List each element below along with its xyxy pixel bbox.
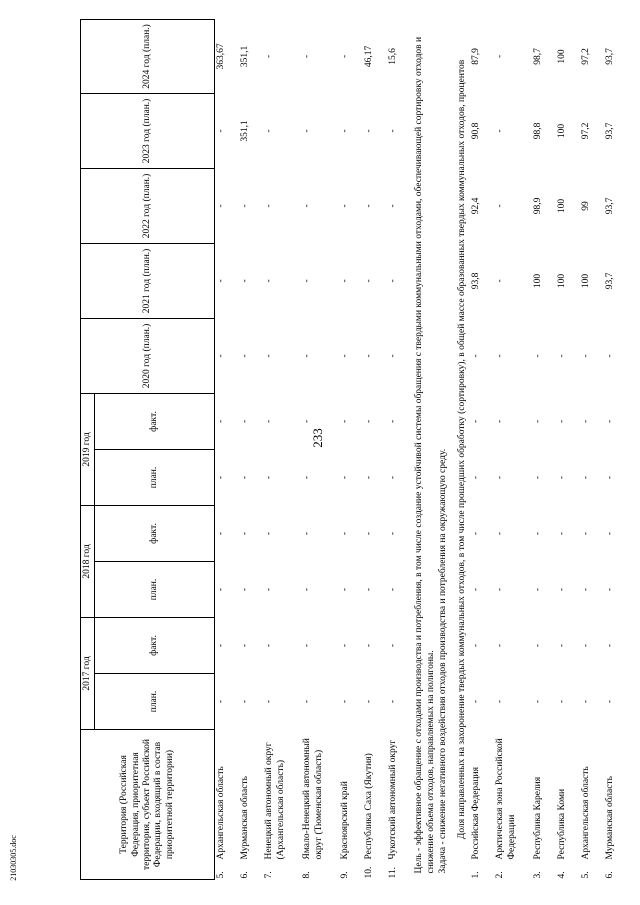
table-section-b bbox=[470, 19, 628, 879]
value-cell: 93,7 bbox=[605, 272, 616, 290]
value-cell: - bbox=[495, 643, 506, 648]
value-cell: - bbox=[471, 475, 482, 480]
value-cell: - bbox=[388, 419, 399, 424]
forecast-header-2023: 2023 год (план.) bbox=[81, 93, 215, 168]
row-number: 10. bbox=[364, 866, 375, 879]
value-cell: - bbox=[264, 699, 275, 704]
value-cell: - bbox=[216, 204, 227, 208]
value-cell: - bbox=[557, 699, 568, 704]
value-cell: - bbox=[264, 531, 275, 536]
indicator-title: Доля направленных на захоронение твердых коммунальных отходов, в том числе прошедших обработку (сортировку), в общей массе образованных твердых коммунальных отходов, процентов bbox=[457, 59, 468, 840]
value-cell: - bbox=[340, 54, 351, 59]
document-code: 21030305.doc bbox=[9, 835, 18, 881]
value-cell: - bbox=[557, 475, 568, 480]
table-row bbox=[494, 19, 532, 879]
row-number: 5. bbox=[216, 871, 227, 879]
table-row bbox=[215, 19, 240, 879]
value-cell: 363,67 bbox=[216, 43, 227, 70]
row-number: 11. bbox=[388, 866, 399, 879]
forecast-header-2024: 2024 год (план.) bbox=[81, 19, 215, 93]
row-number: 6. bbox=[240, 871, 251, 879]
goal-statement: Цель - эффективное обращение с отходами производства и потребления, в том числе создание устойчивой системы обращения с твердыми коммунальными отходами, обеспечивающей сортировку отходов и снижение объема отходов, направляемых на полигоны. bbox=[414, 36, 437, 874]
territory-name: Арктическая зона Российской Федерации bbox=[495, 738, 517, 860]
fact-subheader: факт. bbox=[95, 393, 215, 449]
territory-name: Архангельская область bbox=[581, 766, 592, 860]
value-cell: - bbox=[533, 419, 544, 424]
value-cell: 97,2 bbox=[581, 122, 592, 140]
value-cell: - bbox=[340, 129, 351, 133]
value-cell: 100 bbox=[581, 273, 592, 289]
value-cell: 98,7 bbox=[533, 48, 544, 65]
forecast-header-2022: 2022 год (план.) bbox=[81, 168, 215, 243]
value-cell: - bbox=[495, 699, 506, 704]
value-cell: - bbox=[240, 587, 251, 592]
value-cell: - bbox=[264, 643, 275, 648]
value-cell: - bbox=[264, 354, 275, 358]
value-cell: - bbox=[364, 204, 375, 208]
value-cell: - bbox=[495, 587, 506, 592]
value-cell: - bbox=[364, 354, 375, 358]
territory-name: Архангельская область bbox=[216, 766, 227, 860]
value-cell: - bbox=[216, 419, 227, 424]
territory-name: Республика Саха (Якутия) bbox=[364, 753, 375, 860]
value-cell: - bbox=[557, 531, 568, 536]
value-cell: - bbox=[340, 354, 351, 358]
forecast-header-2020: 2020 год (план.) bbox=[81, 318, 215, 393]
value-cell: - bbox=[495, 354, 506, 358]
value-cell: - bbox=[471, 419, 482, 424]
value-cell: 98,8 bbox=[533, 122, 544, 140]
value-cell: - bbox=[581, 475, 592, 480]
value-cell: - bbox=[533, 475, 544, 480]
value-cell: - bbox=[495, 204, 506, 208]
value-cell: - bbox=[340, 204, 351, 208]
value-cell: - bbox=[495, 279, 506, 283]
value-cell: 99 bbox=[581, 201, 592, 211]
value-cell: - bbox=[264, 475, 275, 480]
value-cell: - bbox=[605, 354, 616, 358]
value-cell: - bbox=[388, 279, 399, 283]
value-cell: - bbox=[264, 587, 275, 592]
value-cell: - bbox=[364, 279, 375, 283]
value-cell: - bbox=[364, 419, 375, 424]
value-cell: 90,8 bbox=[471, 122, 482, 140]
value-cell: - bbox=[302, 643, 313, 648]
value-cell: - bbox=[533, 699, 544, 704]
table-row bbox=[387, 19, 411, 879]
rotated-page-content bbox=[80, 20, 620, 880]
value-cell: - bbox=[581, 531, 592, 536]
value-cell: - bbox=[264, 419, 275, 424]
value-cell: 93,7 bbox=[605, 48, 616, 65]
forecast-header-2021: 2021 год (план.) bbox=[81, 243, 215, 318]
value-cell: - bbox=[605, 475, 616, 480]
value-cell: - bbox=[216, 129, 227, 133]
table-row bbox=[470, 19, 494, 879]
value-cell: - bbox=[388, 354, 399, 358]
table-row bbox=[532, 19, 556, 879]
value-cell: - bbox=[240, 204, 251, 208]
table-row bbox=[580, 19, 604, 879]
row-number: 3. bbox=[533, 871, 544, 879]
value-cell: - bbox=[533, 643, 544, 648]
year-header-2017: 2017 год bbox=[81, 617, 95, 729]
value-cell: - bbox=[364, 587, 375, 592]
row-number: 6. bbox=[605, 871, 616, 879]
value-cell: - bbox=[364, 643, 375, 648]
value-cell: - bbox=[388, 475, 399, 480]
row-number: 2. bbox=[495, 871, 506, 879]
value-cell: - bbox=[264, 54, 275, 59]
row-number: 9. bbox=[340, 871, 351, 879]
territory-name: Республика Коми bbox=[557, 788, 568, 860]
indicator-row bbox=[453, 19, 470, 879]
value-cell: - bbox=[302, 475, 313, 480]
value-cell: 100 bbox=[557, 123, 568, 139]
territory-name: Ненецкий автономный округ (Архангельская область) bbox=[264, 742, 286, 860]
value-cell: - bbox=[388, 129, 399, 133]
territory-header: Территория (Российская Федерация, приоритетная территория, субъект Российской Федерации, входящий в состав приоритетной территории) bbox=[81, 730, 215, 880]
value-cell: - bbox=[364, 531, 375, 536]
value-cell: - bbox=[340, 643, 351, 648]
value-cell: 97,2 bbox=[581, 48, 592, 65]
value-cell: - bbox=[471, 531, 482, 536]
value-cell: 93,7 bbox=[605, 197, 616, 215]
value-cell: - bbox=[533, 354, 544, 358]
value-cell: - bbox=[581, 354, 592, 358]
value-cell: - bbox=[471, 643, 482, 648]
value-cell: - bbox=[581, 419, 592, 424]
value-cell: - bbox=[302, 699, 313, 704]
value-cell: - bbox=[471, 699, 482, 704]
value-cell: 93,8 bbox=[471, 272, 482, 290]
value-cell: - bbox=[581, 699, 592, 704]
value-cell: - bbox=[364, 129, 375, 133]
table-row bbox=[604, 19, 628, 879]
table-row bbox=[556, 19, 580, 879]
year-header-2018: 2018 год bbox=[81, 505, 95, 617]
value-cell: - bbox=[302, 54, 313, 59]
value-cell: - bbox=[302, 204, 313, 208]
value-cell: - bbox=[388, 699, 399, 704]
value-cell: - bbox=[302, 587, 313, 592]
value-cell: 98,9 bbox=[533, 197, 544, 215]
row-number: 8. bbox=[302, 871, 313, 879]
value-cell: - bbox=[388, 643, 399, 648]
value-cell: - bbox=[340, 587, 351, 592]
value-cell: 100 bbox=[557, 198, 568, 214]
value-cell: - bbox=[364, 699, 375, 704]
value-cell: - bbox=[216, 279, 227, 283]
territory-name: Красноярский край bbox=[340, 781, 351, 860]
value-cell: - bbox=[240, 475, 251, 480]
value-cell: - bbox=[581, 587, 592, 592]
value-cell: - bbox=[533, 587, 544, 592]
territory-name: Ямало-Ненецкий автономный округ (Тюменская область) bbox=[302, 738, 324, 860]
value-cell: 87,9 bbox=[471, 48, 482, 65]
value-cell: - bbox=[216, 587, 227, 592]
value-cell: - bbox=[557, 587, 568, 592]
value-cell: - bbox=[471, 587, 482, 592]
value-cell: 46,17 bbox=[364, 45, 375, 68]
value-cell: - bbox=[495, 129, 506, 133]
value-cell: - bbox=[240, 419, 251, 424]
value-cell: - bbox=[216, 354, 227, 358]
value-cell: - bbox=[264, 129, 275, 133]
value-cell: - bbox=[557, 354, 568, 358]
value-cell: - bbox=[605, 643, 616, 648]
value-cell: - bbox=[340, 531, 351, 536]
value-cell: - bbox=[495, 54, 506, 59]
value-cell: - bbox=[240, 699, 251, 704]
goal-text bbox=[411, 19, 453, 879]
row-number: 4. bbox=[557, 871, 568, 879]
value-cell: 100 bbox=[557, 49, 568, 64]
value-cell: - bbox=[388, 204, 399, 208]
row-number: 5. bbox=[581, 871, 592, 879]
value-cell: - bbox=[495, 531, 506, 536]
territory-name: Чукотский автономный округ bbox=[388, 739, 399, 860]
value-cell: - bbox=[495, 475, 506, 480]
value-cell: - bbox=[216, 699, 227, 704]
value-cell: - bbox=[388, 531, 399, 536]
value-cell: - bbox=[302, 129, 313, 133]
value-cell: - bbox=[340, 279, 351, 283]
goal-row bbox=[411, 19, 453, 879]
table-section-a bbox=[215, 19, 412, 879]
table-row bbox=[239, 19, 263, 879]
fact-subheader: факт. bbox=[95, 505, 215, 561]
value-cell: 93,7 bbox=[605, 122, 616, 140]
value-cell: - bbox=[340, 475, 351, 480]
value-cell: - bbox=[340, 419, 351, 424]
value-cell: - bbox=[364, 475, 375, 480]
value-cell: - bbox=[240, 531, 251, 536]
year-header-2019: 2019 год bbox=[81, 393, 95, 505]
value-cell: - bbox=[216, 643, 227, 648]
territory-name: Российская Федерация bbox=[471, 767, 482, 860]
value-cell: - bbox=[302, 279, 313, 283]
value-cell: - bbox=[605, 419, 616, 424]
table-row bbox=[263, 19, 301, 879]
value-cell: - bbox=[340, 699, 351, 704]
value-cell: - bbox=[240, 354, 251, 358]
value-cell: - bbox=[557, 419, 568, 424]
value-cell: - bbox=[264, 204, 275, 208]
value-cell: 100 bbox=[557, 273, 568, 289]
indicators-table bbox=[80, 19, 628, 880]
table-row bbox=[363, 19, 387, 879]
value-cell: - bbox=[388, 587, 399, 592]
territory-name: Мурманская область bbox=[240, 776, 251, 860]
value-cell: - bbox=[533, 531, 544, 536]
value-cell: - bbox=[605, 587, 616, 592]
task-statement: Задача - снижение негативного воздействия отходов производства и потребления на окружающую среду. bbox=[438, 448, 449, 874]
value-cell: - bbox=[471, 354, 482, 358]
territory-name: Мурманская область bbox=[605, 776, 616, 860]
value-cell: - bbox=[216, 475, 227, 480]
value-cell: - bbox=[264, 279, 275, 283]
value-cell: - bbox=[302, 419, 313, 424]
value-cell: - bbox=[495, 419, 506, 424]
value-cell: - bbox=[240, 279, 251, 283]
value-cell: - bbox=[605, 699, 616, 704]
territory-name: Республика Карелия bbox=[533, 776, 544, 860]
table-row bbox=[301, 19, 339, 879]
value-cell: 92,4 bbox=[471, 197, 482, 215]
value-cell: - bbox=[581, 643, 592, 648]
page-number: 233 bbox=[310, 428, 325, 448]
row-number: 7. bbox=[264, 871, 275, 879]
value-cell: - bbox=[302, 354, 313, 358]
value-cell: - bbox=[216, 531, 227, 536]
value-cell: - bbox=[240, 643, 251, 648]
value-cell: 100 bbox=[533, 273, 544, 289]
value-cell: 351,1 bbox=[240, 45, 251, 68]
value-cell: - bbox=[302, 531, 313, 536]
row-number: 1. bbox=[471, 871, 482, 879]
plan-subheader: план. bbox=[95, 674, 215, 730]
plan-subheader: план. bbox=[95, 449, 215, 505]
table-row bbox=[339, 19, 363, 879]
fact-subheader: факт. bbox=[95, 617, 215, 673]
value-cell: 15,6 bbox=[388, 48, 399, 65]
value-cell: - bbox=[557, 643, 568, 648]
value-cell: - bbox=[605, 531, 616, 536]
value-cell: 351,1 bbox=[240, 120, 251, 142]
plan-subheader: план. bbox=[95, 561, 215, 617]
